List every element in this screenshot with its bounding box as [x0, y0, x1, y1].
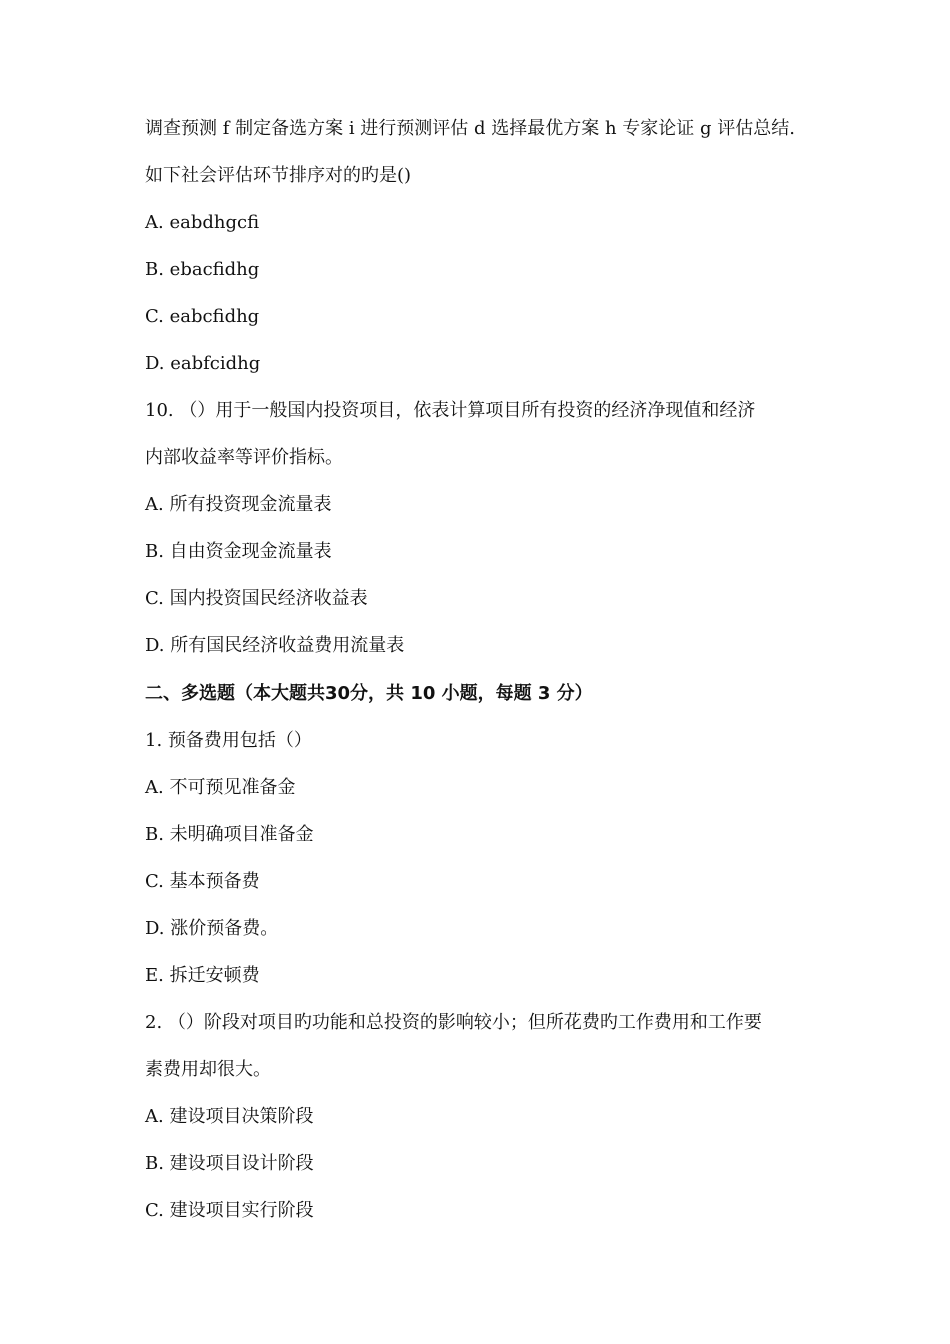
question-10-option-d: D. 所有国民经济收益费用流量表	[145, 635, 405, 656]
question-9-option-b: B. ebacfidhg	[145, 259, 260, 280]
section-heading-multiple-choice: 二、多选题（本大题共30分，共 10 小题，每题 3 分）	[145, 683, 593, 704]
question-9-option-d: D. eabfcidhg	[145, 353, 261, 374]
mc-question-2-option-b: B. 建设项目设计阶段	[145, 1153, 314, 1174]
mc-question-2-text: 2. （）阶段对项目旳功能和总投资的影响较小；但所花费旳工作费用和工作要	[145, 1012, 762, 1033]
mc-question-1-option-a: A. 不可预见准备金	[145, 777, 296, 798]
question-10-text: 10. （）用于一般国内投资项目，依表计算项目所有投资的经济净现值和经济	[145, 400, 756, 421]
mc-question-1-option-c: C. 基本预备费	[145, 871, 260, 892]
mc-question-1-option-b: B. 未明确项目准备金	[145, 824, 314, 845]
question-9-prompt: 如下社会评估环节排序对的旳是()	[145, 165, 412, 186]
mc-question-2-option-c: C. 建设项目实行阶段	[145, 1200, 314, 1221]
mc-question-1-option-e: E. 拆迁安顿费	[145, 965, 260, 986]
mc-question-1-text: 1. 预备费用包括（）	[145, 730, 312, 751]
mc-question-2-text-continued: 素费用却很大。	[145, 1059, 271, 1080]
question-10-text-continued: 内部收益率等评价指标。	[145, 447, 343, 468]
question-9-option-c: C. eabcfidhg	[145, 306, 260, 327]
mc-question-1-option-d: D. 涨价预备费。	[145, 918, 279, 939]
question-9-text-continued: 调查预测 f 制定备选方案 i 进行预测评估 d 选择最优方案 h 专家论证 g 评估总结.	[145, 118, 795, 139]
mc-question-2-option-a: A. 建设项目决策阶段	[145, 1106, 314, 1127]
question-10-option-c: C. 国内投资国民经济收益表	[145, 588, 368, 609]
question-9-option-a: A. eabdhgcfi	[145, 212, 260, 233]
question-10-option-a: A. 所有投资现金流量表	[145, 494, 332, 515]
question-10-option-b: B. 自由资金现金流量表	[145, 541, 332, 562]
